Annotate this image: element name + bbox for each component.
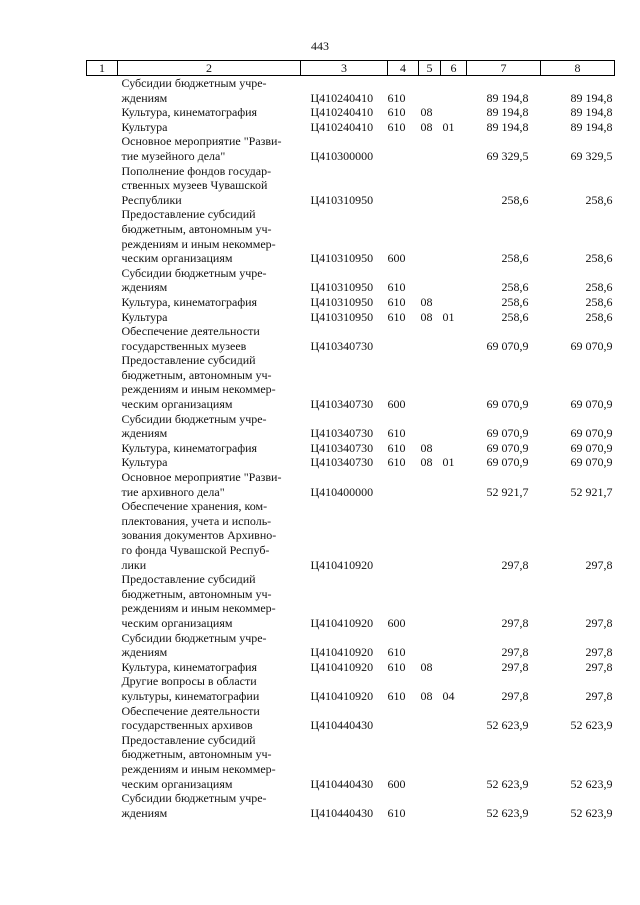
item-name: Пополнение фондов государ- ственных музеев Чувашской Республики: [121, 163, 272, 207]
subsection-code: [441, 412, 467, 441]
row-number-cell: [87, 455, 118, 470]
section-code: [419, 412, 441, 441]
amount-col-8: 52 623,9: [570, 718, 613, 733]
amount-col-8: 69 070,9: [570, 455, 613, 470]
expense-type-code: 610: [387, 294, 406, 309]
subsection-code: [441, 134, 467, 163]
table-row: [87, 324, 615, 353]
target-article-code: Ц410410920: [310, 645, 374, 660]
amount-col-7: 258,6: [501, 294, 529, 309]
item-name: Обеспечение деятельности государственных музеев: [121, 324, 260, 353]
section-code: 08: [420, 688, 433, 703]
table-row: [87, 441, 615, 456]
amount-col-8: 258,6: [585, 192, 613, 207]
table-row: [87, 704, 615, 733]
table-row: [87, 105, 615, 120]
amount-col-8: 69 070,9: [570, 338, 613, 353]
expense-type-code: 610: [387, 659, 406, 674]
table-row: [87, 572, 615, 630]
column-header-7: 7: [467, 61, 541, 76]
column-header-2: 2: [118, 61, 301, 76]
amount-col-7: 297,8: [501, 659, 529, 674]
table-row: [87, 266, 615, 295]
section-code: [419, 134, 441, 163]
target-article-code: Ц410340730: [310, 338, 374, 353]
target-article-code: Ц410310950: [310, 309, 374, 324]
amount-col-8: 69 329,5: [570, 148, 613, 163]
expense-type-code: 600: [387, 397, 406, 412]
amount-col-7: 89 194,8: [486, 90, 529, 105]
table-row: [87, 733, 615, 791]
amount-col-7: 297,8: [501, 645, 529, 660]
column-header-8: 8: [541, 61, 615, 76]
table-row: [87, 310, 615, 325]
subsection-code: [441, 76, 467, 106]
amount-col-7: 69 070,9: [486, 455, 529, 470]
section-code: [419, 266, 441, 295]
amount-col-7: 89 194,8: [486, 105, 529, 120]
section-code: 08: [420, 659, 433, 674]
target-article-code: Ц410440430: [310, 718, 374, 733]
subsection-code: [441, 470, 467, 499]
subsection-code: [441, 704, 467, 733]
subsection-code: [441, 353, 467, 411]
amount-col-7: 258,6: [501, 192, 529, 207]
target-article-code: Ц410440430: [310, 805, 374, 820]
target-article-code: Ц410410920: [310, 688, 374, 703]
subsection-code: [441, 660, 467, 675]
amount-col-7: 69 070,9: [486, 397, 529, 412]
expense-type-code: [388, 704, 419, 733]
column-header-6: 6: [441, 61, 467, 76]
item-name: Культура: [121, 119, 168, 134]
amount-col-7: 69 329,5: [486, 148, 529, 163]
table-row: [87, 674, 615, 703]
amount-col-8: 297,8: [585, 659, 613, 674]
row-number-cell: [87, 674, 118, 703]
item-name: Предоставление субсидий бюджетным, автономным уч- реждениям и иным некоммер- ческим организациям: [121, 732, 276, 791]
section-code: [419, 733, 441, 791]
item-name: Культура, кинематография: [121, 659, 258, 674]
table-row: [87, 120, 615, 135]
target-article-code: Ц410240410: [310, 105, 374, 120]
row-number-cell: [87, 105, 118, 120]
amount-col-8: 258,6: [585, 280, 613, 295]
target-article-code: Ц410340730: [310, 426, 374, 441]
amount-col-8: 89 194,8: [570, 90, 613, 105]
row-number-cell: [87, 470, 118, 499]
item-name: Субсидии бюджетным учре- ждениям: [121, 791, 267, 820]
subsection-code: [441, 499, 467, 572]
expense-type-code: 610: [387, 280, 406, 295]
amount-col-7: 258,6: [501, 251, 529, 266]
amount-col-7: 52 921,7: [486, 484, 529, 499]
row-number-cell: [87, 631, 118, 660]
row-number-cell: [87, 295, 118, 310]
row-number-cell: [87, 353, 118, 411]
item-name: Обеспечение деятельности государственных архивов: [121, 703, 260, 733]
target-article-code: Ц410310950: [310, 192, 374, 207]
subsection-code: [441, 295, 467, 310]
expense-type-code: 610: [387, 309, 406, 324]
amount-col-8: 258,6: [585, 294, 613, 309]
section-code: [419, 207, 441, 265]
section-code: 08: [420, 105, 433, 120]
target-article-code: Ц410240410: [310, 119, 374, 134]
row-number-cell: [87, 791, 118, 820]
amount-col-8: 52 623,9: [570, 805, 613, 820]
target-article-code: Ц410240410: [310, 90, 374, 105]
row-number-cell: [87, 412, 118, 441]
section-code: 08: [420, 294, 433, 309]
section-code: [419, 704, 441, 733]
row-number-cell: [87, 572, 118, 630]
expense-type-code: 610: [387, 90, 406, 105]
table-row: [87, 791, 615, 820]
expense-type-code: 600: [387, 615, 406, 630]
expense-type-code: 610: [387, 119, 406, 134]
item-name: Предоставление субсидий бюджетным, автономным уч- реждениям и иным некоммер- ческим организациям: [121, 572, 276, 630]
row-number-cell: [87, 704, 118, 733]
section-code: 08: [420, 119, 433, 134]
target-article-code: Ц410400000: [310, 484, 374, 499]
expense-type-code: 610: [387, 805, 406, 820]
column-header-3: 3: [301, 61, 388, 76]
target-article-code: Ц410410920: [310, 659, 374, 674]
amount-col-8: 258,6: [585, 309, 613, 324]
expense-type-code: [388, 499, 419, 572]
item-name: Культура, кинематография: [121, 105, 258, 120]
amount-col-8: 258,6: [585, 251, 613, 266]
subsection-code: [441, 207, 467, 265]
amount-col-8: 69 070,9: [570, 426, 613, 441]
item-name: Культура: [121, 309, 168, 324]
table-row: [87, 353, 615, 411]
amount-col-7: 297,8: [501, 557, 529, 572]
item-name: Обеспечение хранения, ком- плектования, учета и исполь- зования документов Архивно- го фонда Чувашской Респуб- лики: [121, 499, 277, 572]
amount-col-7: 258,6: [501, 309, 529, 324]
section-code: [419, 791, 441, 820]
row-number-cell: [87, 120, 118, 135]
section-code: [419, 76, 441, 106]
row-number-cell: [87, 164, 118, 208]
page-number: 443: [311, 39, 329, 53]
item-name: Культура: [121, 455, 168, 470]
amount-col-7: 69 070,9: [486, 338, 529, 353]
subsection-code: [441, 733, 467, 791]
target-article-code: Ц410410920: [310, 557, 374, 572]
budget-table: [86, 60, 615, 820]
expense-type-code: 610: [387, 688, 406, 703]
item-name: Субсидии бюджетным учре- ждениям: [121, 265, 267, 295]
expense-type-code: 600: [387, 776, 406, 791]
amount-col-7: 52 623,9: [486, 776, 529, 791]
expense-type-code: [388, 164, 419, 208]
section-code: [419, 164, 441, 208]
amount-col-7: 258,6: [501, 280, 529, 295]
amount-col-8: 69 070,9: [570, 397, 613, 412]
expense-type-code: 610: [387, 440, 406, 455]
column-header-5: 5: [419, 61, 441, 76]
row-number-cell: [87, 441, 118, 456]
row-number-cell: [87, 733, 118, 791]
item-name: Культура, кинематография: [121, 294, 258, 309]
amount-col-7: 89 194,8: [486, 119, 529, 134]
target-article-code: Ц410340730: [310, 455, 374, 470]
section-code: 08: [420, 440, 433, 455]
amount-col-7: 52 623,9: [486, 718, 529, 733]
target-article-code: Ц410300000: [310, 148, 374, 163]
target-article-code: Ц410310950: [310, 280, 374, 295]
amount-col-7: 297,8: [501, 615, 529, 630]
subsection-code: [441, 791, 467, 820]
row-number-cell: [87, 76, 118, 106]
expense-type-code: 610: [387, 426, 406, 441]
amount-col-8: 297,8: [585, 645, 613, 660]
amount-col-8: 297,8: [585, 688, 613, 703]
amount-col-7: 52 623,9: [486, 805, 529, 820]
amount-col-8: 52 623,9: [570, 776, 613, 791]
item-name: Культура, кинематография: [121, 440, 258, 455]
table-row: [87, 455, 615, 470]
section-code: [419, 353, 441, 411]
target-article-code: Ц410340730: [310, 440, 374, 455]
item-name: Субсидии бюджетным учре- ждениям: [121, 630, 267, 660]
subsection-code: [441, 631, 467, 660]
expense-type-code: 610: [387, 455, 406, 470]
section-code: 08: [420, 455, 433, 470]
row-number-cell: [87, 266, 118, 295]
table-row: [87, 499, 615, 572]
expense-type-code: [388, 470, 419, 499]
row-number-cell: [87, 207, 118, 265]
section-code: [419, 470, 441, 499]
row-number-cell: [87, 324, 118, 353]
target-article-code: Ц410340730: [310, 397, 374, 412]
subsection-code: 01: [442, 309, 455, 324]
table-row: [87, 660, 615, 675]
column-header-4: 4: [388, 61, 419, 76]
table-row: [87, 295, 615, 310]
table-row: [87, 134, 615, 163]
amount-col-7: 69 070,9: [486, 440, 529, 455]
subsection-code: [441, 266, 467, 295]
subsection-code: 04: [442, 688, 455, 703]
item-name: Основное мероприятие "Разви- тие музейного дела": [121, 134, 282, 163]
table-row: [87, 631, 615, 660]
section-code: 08: [420, 309, 433, 324]
column-header-1: 1: [87, 61, 118, 76]
table-row: [87, 412, 615, 441]
target-article-code: Ц410440430: [310, 776, 374, 791]
expense-type-code: [388, 134, 419, 163]
item-name: Субсидии бюджетным учре- ждениям: [121, 76, 267, 105]
subsection-code: [441, 324, 467, 353]
table-row: [87, 470, 615, 499]
amount-col-8: 89 194,8: [570, 105, 613, 120]
amount-col-8: 69 070,9: [570, 440, 613, 455]
amount-col-8: 89 194,8: [570, 119, 613, 134]
item-name: Предоставление субсидий бюджетным, автономным уч- реждениям и иным некоммер- ческим организациям: [121, 353, 276, 412]
table-row: [87, 164, 615, 208]
subsection-code: [441, 572, 467, 630]
item-name: Другие вопросы в области культуры, кинематографии: [121, 674, 260, 703]
amount-col-8: 52 921,7: [570, 484, 613, 499]
row-number-cell: [87, 499, 118, 572]
table-header-row: [87, 61, 615, 76]
target-article-code: Ц410310950: [310, 294, 374, 309]
section-code: [419, 572, 441, 630]
subsection-code: 01: [442, 119, 455, 134]
target-article-code: Ц410410920: [310, 615, 374, 630]
expense-type-code: [388, 324, 419, 353]
expense-type-code: 610: [387, 105, 406, 120]
subsection-code: [441, 441, 467, 456]
row-number-cell: [87, 134, 118, 163]
expense-type-code: 610: [387, 645, 406, 660]
amount-col-8: 297,8: [585, 557, 613, 572]
section-code: [419, 324, 441, 353]
item-name: Предоставление субсидий бюджетным, автономным уч- реждениям и иным некоммер- ческим организациям: [121, 207, 276, 266]
target-article-code: Ц410310950: [310, 251, 374, 266]
section-code: [419, 631, 441, 660]
subsection-code: [441, 105, 467, 120]
expense-type-code: 600: [387, 251, 406, 266]
amount-col-8: 297,8: [585, 615, 613, 630]
table-row: [87, 76, 615, 106]
subsection-code: 01: [442, 455, 455, 470]
section-code: [419, 499, 441, 572]
item-name: Основное мероприятие "Разви- тие архивного дела": [121, 470, 282, 499]
row-number-cell: [87, 660, 118, 675]
amount-col-7: 69 070,9: [486, 426, 529, 441]
item-name: Субсидии бюджетным учре- ждениям: [121, 411, 267, 441]
table-row: [87, 207, 615, 265]
row-number-cell: [87, 310, 118, 325]
amount-col-7: 297,8: [501, 688, 529, 703]
subsection-code: [441, 164, 467, 208]
